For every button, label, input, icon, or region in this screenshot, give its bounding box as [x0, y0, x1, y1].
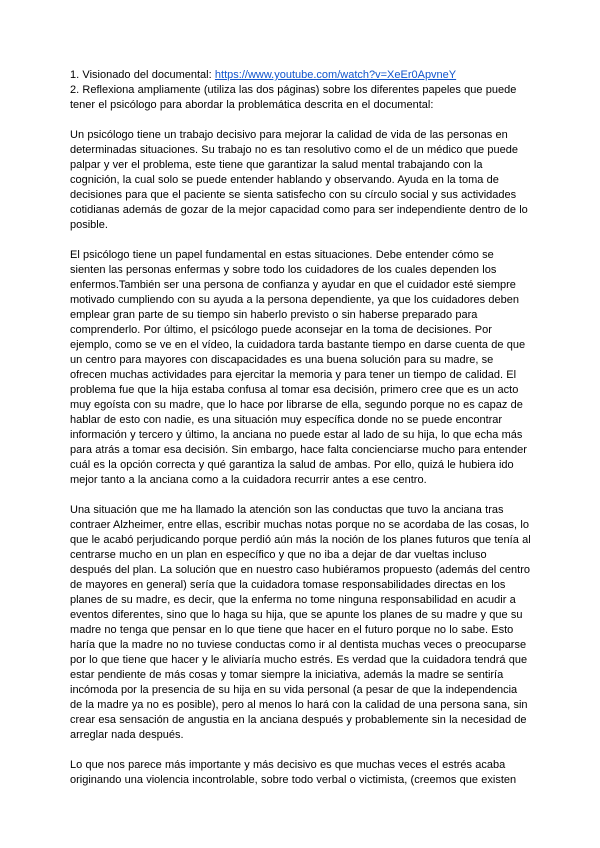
youtube-link[interactable]: https://www.youtube.com/watch?v=XeEr0ApvneY — [214, 69, 457, 81]
task-item-2: 2. Reflexiona ampliamente (utiliza las dos páginas) sobre los diferentes papeles que puede tener el psicólogo para abordar la problemática descrita en el documental: — [70, 84, 517, 111]
task-item-1-label: 1. Visionado del documental: — [70, 69, 215, 81]
essay-paragraph-4: Lo que nos parece más importante y más decisivo es que muchas veces el estrés acaba originando una violencia incontrolable, sobre todo verbal o victimista, (creemos que existen — [70, 759, 517, 786]
essay-paragraph-2: El psicólogo tiene un papel fundamental en estas situaciones. Debe entender cómo se sienten las personas enfermas y sobre todo los cuidadores de los cuales dependen los enfermos.También ser una persona de confianza y ayudar en que el cuidador esté siempre motivado cumpliendo con su ayuda a la persona dependiente, ya que los cuidadores deben emplear gran parte de su tiempo sin haberlo previsto o sin haberse preparado para comprenderlo. Por último, el psicólogo puede aconsejar en la toma de decisiones. Por ejemplo, como se ve en el vídeo, la cuidadora tarda bastante tiempo en darse cuenta de que un centro para mayores con discapacidades es una buena solución para su madre, se ofrecen muchas actividades para ejercitar la memoria y para tener un tiempo de calidad. El problema fue que la hija estaba confusa al tomar esa decisión, primero cree que es un acto muy egoísta con su madre, que lo hace por librarse de ella, segundo porque no es capaz de hablar de esto con nadie, es una situación muy específica donde no se puede encontrar información y tercero y último, la anciana no puede estar al lado de su hija, lo que echa más para atrás a tomar esa decisión. Sin embargo, hace falta concienciarse mucho para entender cuál es la opción correcta y qué garantiza la salud de ambas. Por ello, quizá le hubiera ido mejor tanto a la anciana como a la cuidadora recurrir antes a ese centro. — [70, 249, 527, 486]
task-item-1 — [70, 68, 531, 83]
essay-paragraph-3: Una situación que me ha llamado la atención son las conductas que tuvo la anciana tras contraer Alzheimer, entre ellas, escribir muchas notas porque no se acordaba de las cosas, lo que le acabó perjudicando porque perdió aún más la noción de los planes futuros que tenía al centrarse mucho en un plan en específico y que no iba a dejar de dar vueltas incluso después del plan. La solución que en nuestro caso hubiéramos propuesto (además del centro de mayores en general) sería que la cuidadora tomase responsabilidades directas en los planes de su madre, es decir, que la enferma no tome ninguna responsabilidad en acudir a eventos diferentes, sino que lo haga su hija, que se apunte los planes de su madre y que su madre no tenga que pensar en lo que tiene que hacer en el futuro porque no lo sabe. Esto haría que la madre no no tuviese conductas como ir al dentista muchas veces o preocuparse por lo que tiene que hacer y le aliviaría mucho estrés. Es verdad que la cuidadora tendrá que estar pendiente de más cosas y tomar siempre la iniciativa, además la madre se sentiría incómoda por la presencia de su hija en su vida personal (a pesar de que la independencia de la madre ya no es posible), pero al menos lo hará con la calidad de una persona sana, sin crear esa sensación de angustia en la anciana después y probablemente sin la necesidad de arreglar nada después. — [70, 504, 531, 741]
essay-paragraph-1: Un psicólogo tiene un trabajo decisivo para mejorar la calidad de vida de las personas en determinadas situaciones. Su trabajo no es tan resolutivo como el de un médico que puede palpar y ver el problema, este tiene que garantizar la salud mental trabajando con la cognición, la cual solo se puede entender hablando y observando. Ayuda en la toma de decisiones para que el paciente se sienta satisfecho con su círculo social y sus actividades cotidianas además de gozar de la mejor capacidad como para ser independiente dentro de lo posible. — [70, 129, 528, 231]
